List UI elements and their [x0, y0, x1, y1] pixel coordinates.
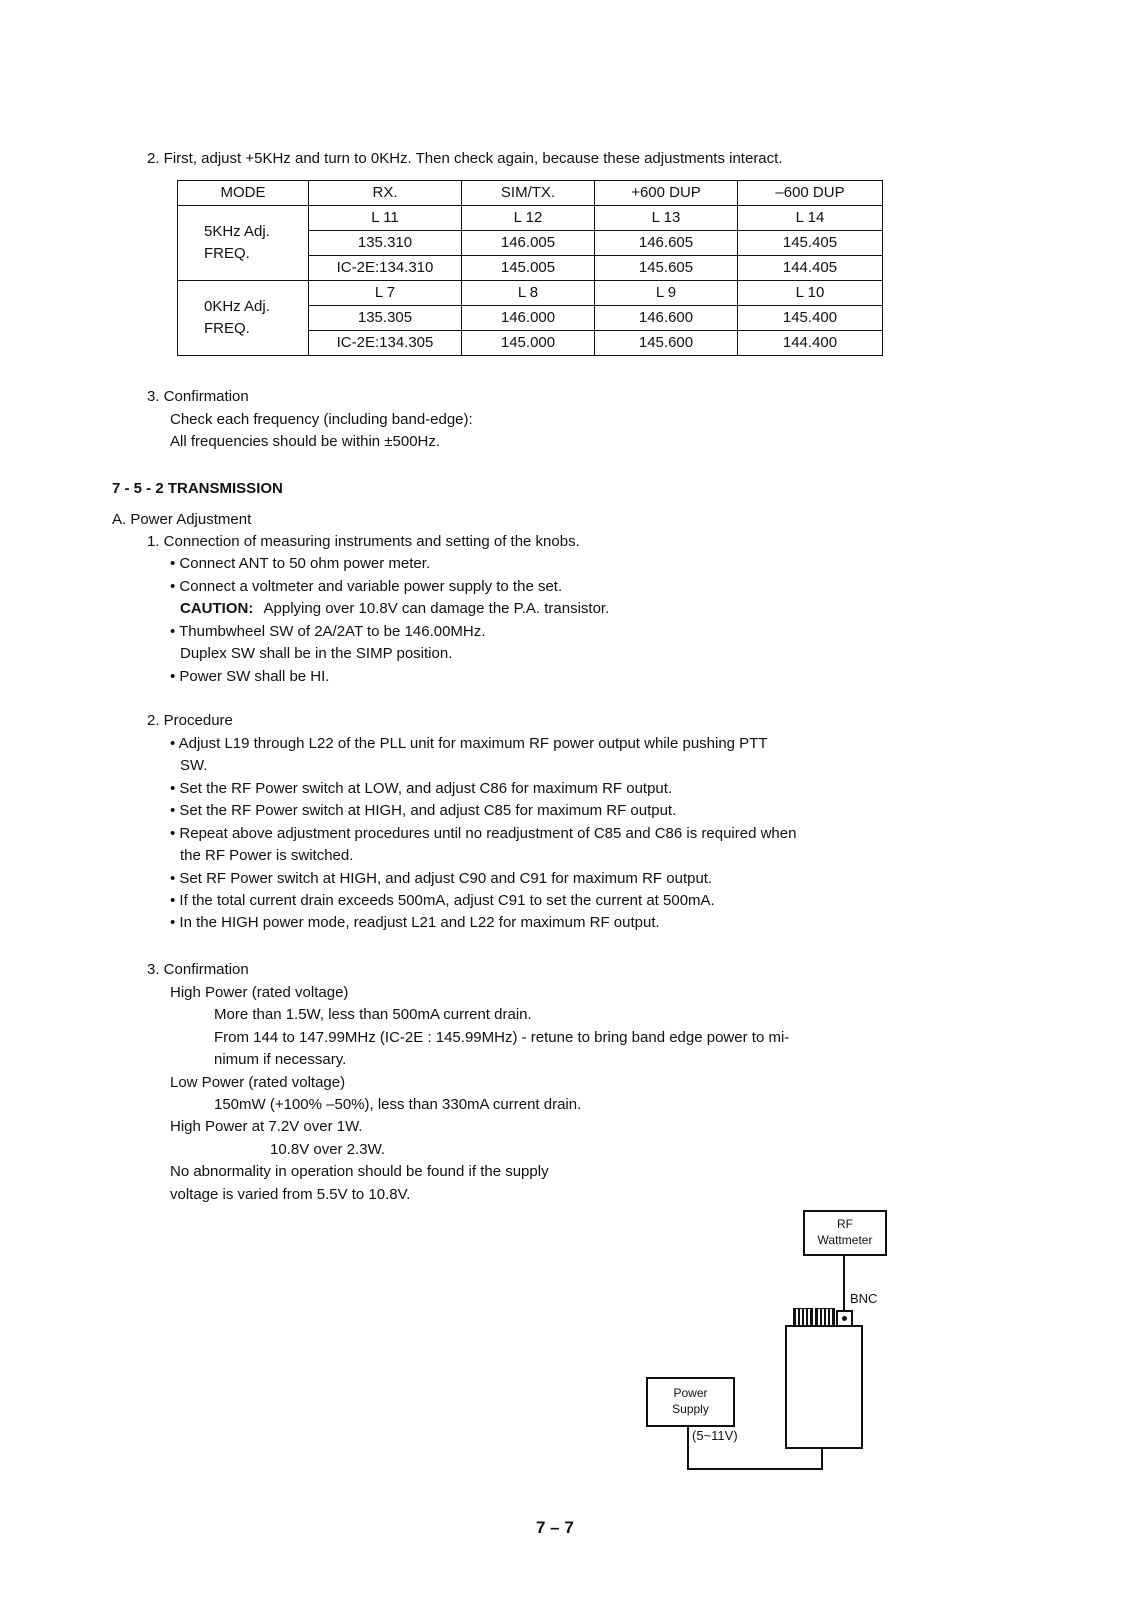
mode-label: 0KHz Adj.: [204, 298, 270, 315]
procedure-step: • Adjust L19 through L22 of the PLL unit for maximum RF power output while pushing PTT: [170, 735, 768, 752]
table-cell: 135.305: [309, 306, 462, 331]
table-cell: IC-2E:134.310: [309, 256, 462, 281]
power-supply-label: Supply: [672, 1402, 709, 1416]
table-cell: L 10: [738, 281, 883, 306]
table-cell: L 7: [309, 281, 462, 306]
confirmation-heading: 3. Confirmation: [147, 961, 249, 978]
bullet-item: • Connect a voltmeter and variable power supply to the set.: [170, 578, 563, 595]
wattmeter-label: RF: [837, 1217, 853, 1231]
knob-icon: [815, 1308, 835, 1326]
power-supply-label: Power: [673, 1386, 708, 1400]
table-cell: 146.605: [595, 231, 738, 256]
table-cell: L 14: [738, 206, 883, 231]
header-sim-tx: SIM/TX.: [462, 181, 595, 206]
spec-text: 10.8V over 2.3W.: [270, 1141, 386, 1158]
spec-text: 150mW (+100% –50%), less than 330mA current drain.: [214, 1096, 582, 1113]
duplex-note: Duplex SW shall be in the SIMP position.: [180, 645, 453, 662]
mode-cell-0khz: [178, 281, 309, 356]
procedure-step: • Set RF Power switch at HIGH, and adjust C90 and C91 for maximum RF output.: [170, 870, 713, 887]
procedure-step: SW.: [180, 757, 208, 774]
procedure-step: • Repeat above adjustment procedures until no readjustment of C85 and C86 is required when: [170, 825, 797, 842]
voltage-label: (5~11V): [692, 1428, 738, 1443]
knob-icon: [793, 1308, 813, 1326]
section-intro: 2. First, adjust +5KHz and turn to 0KHz. Then check again, because these adjustments interact.: [147, 150, 783, 167]
procedure-step: • In the HIGH power mode, readjust L21 and L22 for maximum RF output.: [170, 914, 660, 931]
power-supply-box: [646, 1377, 735, 1427]
caution-note: [180, 598, 609, 620]
power-wire: [821, 1447, 823, 1470]
spec-text: nimum if necessary.: [214, 1051, 347, 1068]
header-minus600-dup: –600 DUP: [738, 181, 883, 206]
page-number: 7 – 7: [536, 1518, 574, 1537]
table-cell: 144.405: [738, 256, 883, 281]
header-rx: RX.: [309, 181, 462, 206]
bnc-label: BNC: [850, 1291, 878, 1306]
procedure-step: • If the total current drain exceeds 500mA, adjust C91 to set the current at 500mA.: [170, 892, 715, 909]
table-cell: L 9: [595, 281, 738, 306]
power-wire: [687, 1425, 689, 1470]
mode-freq-label: FREQ.: [204, 320, 250, 337]
caution-label: CAUTION:: [180, 600, 254, 617]
spec-text: voltage is varied from 5.5V to 10.8V.: [170, 1186, 411, 1203]
table-cell: 145.405: [738, 231, 883, 256]
table-cell: L 8: [462, 281, 595, 306]
table-cell: 145.000: [462, 331, 595, 356]
wattmeter-label: Wattmeter: [817, 1233, 873, 1247]
procedure-step: • Set the RF Power switch at LOW, and adjust C86 for maximum RF output.: [170, 780, 673, 797]
confirmation-heading: 3. Confirmation: [147, 388, 249, 405]
bullet-item: • Connect ANT to 50 ohm power meter.: [170, 555, 431, 572]
spec-text: More than 1.5W, less than 500mA current drain.: [214, 1006, 532, 1023]
mode-freq-label: FREQ.: [204, 245, 250, 262]
table-cell: 146.000: [462, 306, 595, 331]
table-cell: 145.400: [738, 306, 883, 331]
spec-text: No abnormality in operation should be found if the supply: [170, 1163, 549, 1180]
header-plus600-dup: +600 DUP: [595, 181, 738, 206]
table-cell: IC-2E:134.305: [309, 331, 462, 356]
confirmation-text: Check each frequency (including band-edge):: [170, 411, 473, 428]
spec-text: From 144 to 147.99MHz (IC-2E : 145.99MHz) - retune to bring band edge power to mi-: [214, 1029, 790, 1046]
bullet-item: • Power SW shall be HI.: [170, 668, 330, 685]
procedure-heading: 2. Procedure: [147, 712, 233, 729]
power-wire: [687, 1468, 823, 1470]
high-power-label: High Power (rated voltage): [170, 984, 349, 1001]
spec-text: High Power at 7.2V over 1W.: [170, 1118, 363, 1135]
mode-label: 5KHz Adj.: [204, 223, 270, 240]
connection-heading: 1. Connection of measuring instruments and setting of the knobs.: [147, 533, 580, 550]
caution-text: Applying over 10.8V can damage the P.A. transistor.: [263, 600, 610, 617]
table-cell: L 12: [462, 206, 595, 231]
table-cell: 146.005: [462, 231, 595, 256]
section-title-transmission: 7 - 5 - 2 TRANSMISSION: [112, 480, 283, 497]
table-row: [178, 281, 883, 306]
table-cell: L 11: [309, 206, 462, 231]
table-cell: 135.310: [309, 231, 462, 256]
mode-cell-5khz: [178, 206, 309, 281]
header-mode: MODE: [178, 181, 309, 206]
low-power-label: Low Power (rated voltage): [170, 1074, 346, 1091]
table-cell: 145.600: [595, 331, 738, 356]
table-cell: 145.005: [462, 256, 595, 281]
rf-wattmeter-box: [803, 1210, 887, 1256]
procedure-step: • Set the RF Power switch at HIGH, and adjust C85 for maximum RF output.: [170, 802, 677, 819]
frequency-table: [177, 180, 883, 356]
coax-cable: [843, 1254, 845, 1310]
subsection-power-adjustment: A. Power Adjustment: [112, 511, 252, 528]
confirmation-text: All frequencies should be within ±500Hz.: [170, 433, 441, 450]
table-header-row: [178, 181, 883, 206]
transceiver-body: [785, 1325, 863, 1449]
table-cell: L 13: [595, 206, 738, 231]
bullet-item: • Thumbwheel SW of 2A/2AT to be 146.00MHz.: [170, 623, 486, 640]
table-row: [178, 206, 883, 231]
table-cell: 145.605: [595, 256, 738, 281]
table-cell: 144.400: [738, 331, 883, 356]
procedure-step: the RF Power is switched.: [180, 847, 354, 864]
table-cell: 146.600: [595, 306, 738, 331]
